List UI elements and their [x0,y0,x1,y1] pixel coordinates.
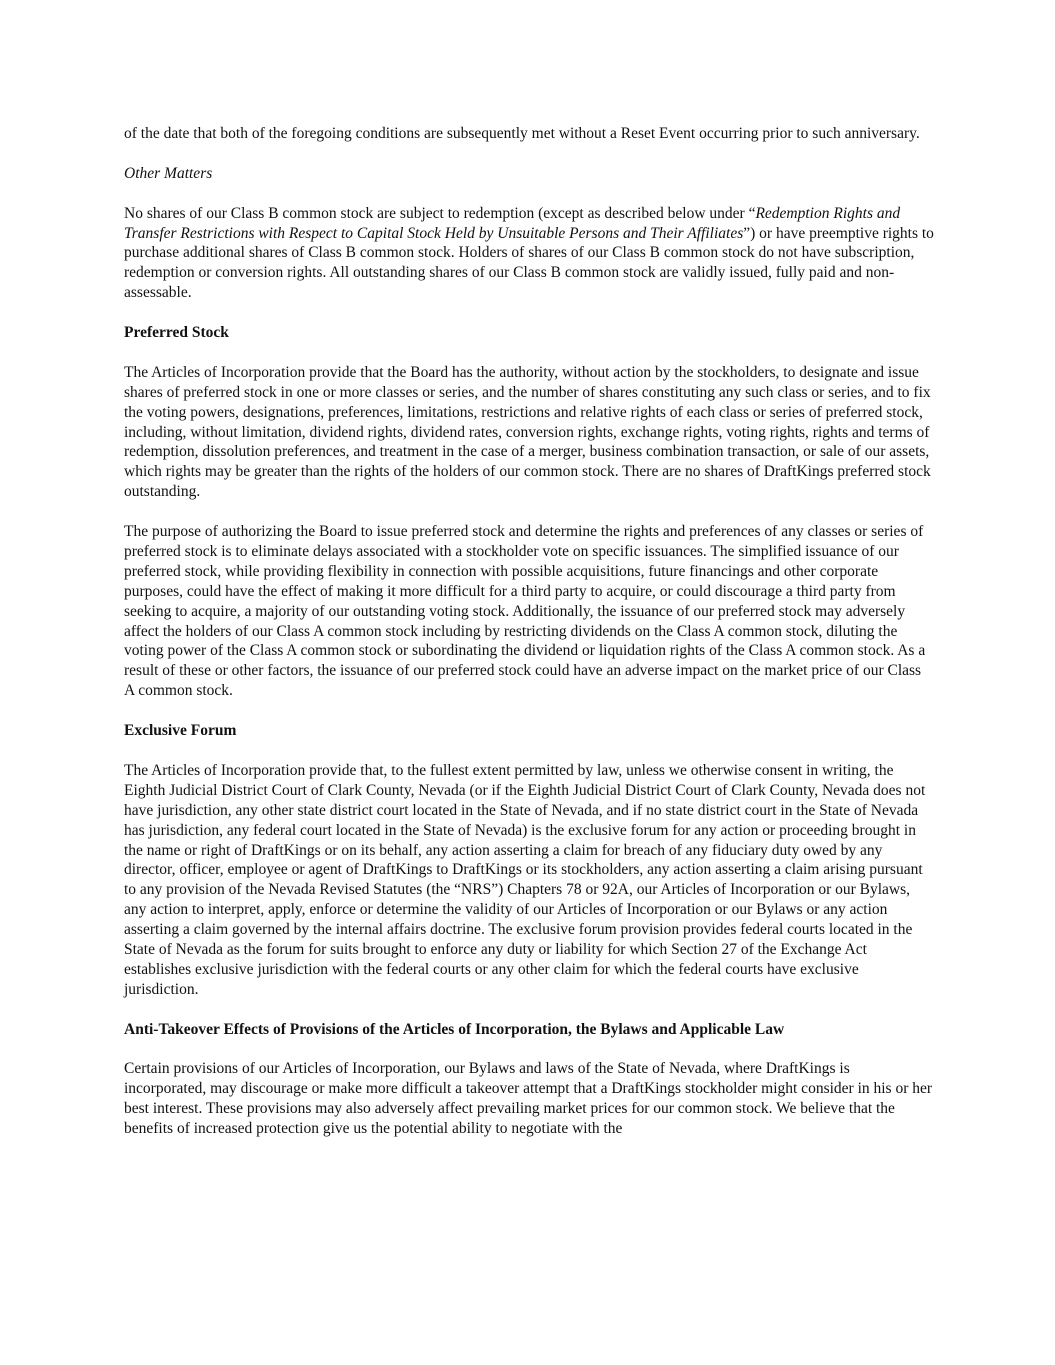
exclusive-forum-heading: Exclusive Forum [124,722,237,740]
intro-paragraph: of the date that both of the foregoing conditions are subsequently met without a Reset Event occurring prior to such anniversary. [124,125,920,142]
preferred-stock-paragraph-2: The purpose of authorizing the Board to issue preferred stock and determine the rights and preferences of any classes or series of preferred stock is to eliminate delays associated with a stockholder vote on specific issuances. The simplified issuance of our preferred stock, while providing flexibility in connection with possible acquisitions, future financings and other corporate purposes, could have the effect of making it more difficult for a third party to acquire, or could discourage a third party from seeking to acquire, a majority of our outstanding voting stock. Additionally, the issuance of our preferred stock may adversely affect the holders of our Class A common stock including by restricting dividends on the Class A common stock, diluting the voting power of the Class A common stock or subordinating the dividend or liquidation rights of the Class A common stock. As a result of these or other factors, the issuance of our preferred stock could have an adverse impact on the market price of our Class A common stock. [124,523,926,700]
exclusive-forum-paragraph: The Articles of Incorporation provide that, to the fullest extent permitted by law, unless we otherwise consent in writing, the Eighth Judicial District Court of Clark County, Nevada (or if the Eighth Judicial District Court of Clark County, Nevada does not have jurisdiction, any other state district court located in the State of Nevada, and if no state district court in the State of Nevada has jurisdiction, any federal court located in the State of Nevada) is the exclusive forum for any action or proceeding brought in the name or right of DraftKings or on its behalf, any action asserting a claim for breach of any fiduciary duty owed by any director, officer, employee or agent of DraftKings to DraftKings or its stockholders, any action asserting a claim arising pursuant to any provision of the Nevada Revised Statutes (the “NRS”) Chapters 78 or 92A, our Articles of Incorporation or our Bylaws, any action to interpret, apply, enforce or determine the validity of our Articles of Incorporation or our Bylaws or any action asserting a claim governed by the internal affairs doctrine. The exclusive forum provision provides federal courts located in the State of Nevada as the forum for suits brought to enforce any duty or liability for which Section 27 of the Exchange Act establishes exclusive jurisdiction with the federal courts or any other claim for which the federal courts have exclusive jurisdiction. [124,761,926,998]
other-matters-text-part2: ”) or have preemptive rights to purchase additional shares of Class B common stock. Holders of shares of our Class B common stock do not have subscription, redemption or conversion rights. All outstanding shares of our Class B common stock are validly issued, fully paid and non-assessable. [124,224,934,302]
other-matters-heading: Other Matters [124,164,213,182]
other-matters-paragraph [124,204,934,304]
redemption-rights-reference: Redemption Rights and Transfer Restrictions with Respect to Capital Stock Held by Unsuitable Persons and Their Affiliates [124,204,901,242]
anti-takeover-heading: Anti-Takeover Effects of Provisions of the Articles of Incorporation, the Bylaws and Applicable Law [124,1020,785,1038]
preferred-stock-paragraph-1: The Articles of Incorporation provide that the Board has the authority, without action by the stockholders, to designate and issue shares of preferred stock in one or more classes or series, and the number of shares constituting any such class or series, and to fix the voting powers, designations, preferences, limitations, restrictions and relative rights of each class or series of preferred stock, including, without limitation, dividend rights, dividend rates, conversion rights, exchange rights, voting rights, rights and terms of redemption, dissolution preferences, and treatment in the case of a merger, business combination transaction, or sale of our assets, which rights may be greater than the rights of the holders of our common stock. There are no shares of DraftKings preferred stock outstanding. [124,363,931,501]
document-page [124,124,934,1159]
other-matters-text-part1: No shares of our Class B common stock are subject to redemption (except as described below under “ [124,204,756,222]
preferred-stock-heading: Preferred Stock [124,324,229,342]
anti-takeover-paragraph: Certain provisions of our Articles of Incorporation, our Bylaws and laws of the State of Nevada, where DraftKings is incorporated, may discourage or make more difficult a takeover attempt that a DraftKings stockholder might consider in his or her best interest. These provisions may also adversely affect prevailing market prices for our common stock. We believe that the benefits of increased protection give us the potential ability to negotiate with the [124,1060,933,1138]
